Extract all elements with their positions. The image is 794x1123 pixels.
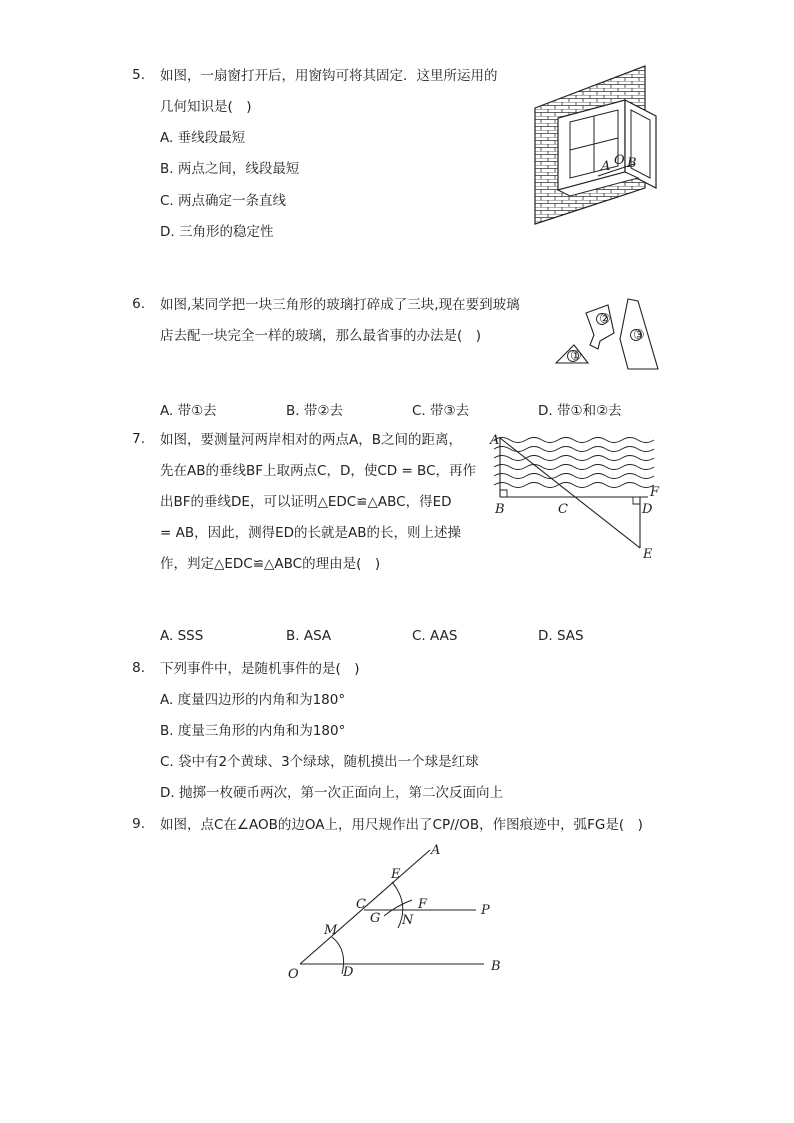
option-c[interactable]: C. 袋中有2个黄球、3个绿球，随机摸出一个球是红球: [160, 754, 479, 770]
broken-glass-figure: [552, 295, 667, 375]
option-d[interactable]: D. SAS: [538, 628, 584, 644]
question-number: 5.: [132, 67, 145, 83]
question-stem-line: = AB，因此，测得ED的长就是AB的长，则上述操: [160, 525, 462, 541]
point-label-d: D: [343, 965, 354, 980]
point-label-e: E: [643, 547, 653, 562]
question-stem-line: 如图，一扇窗打开后，用窗钩可将其固定．这里所运用的: [160, 68, 498, 84]
option-c[interactable]: C. 两点确定一条直线: [160, 193, 287, 209]
question-stem-line: 店去配一块完全一样的玻璃，那么最省事的办法是( ): [160, 328, 482, 344]
option-b[interactable]: B. 带②去: [286, 403, 343, 419]
point-label-p: P: [481, 903, 490, 918]
option-c[interactable]: C. 带③去: [412, 403, 470, 419]
question-number: 8.: [132, 660, 145, 676]
piece-label-1: ①: [570, 349, 582, 364]
piece-label-2: ②: [599, 312, 611, 327]
option-a[interactable]: A. SSS: [160, 628, 204, 644]
option-b[interactable]: B. 两点之间，线段最短: [160, 161, 300, 177]
question-stem-line: 先在AB的垂线BF上取两点C，D，使CD = BC，再作: [160, 463, 477, 479]
question-stem-line: 下列事件中，是随机事件的是( ): [160, 661, 360, 677]
question-stem-line: 几何知识是( ): [160, 99, 252, 115]
point-label-f: F: [650, 485, 660, 500]
point-label-b: B: [491, 959, 501, 974]
point-label-o: O: [288, 967, 299, 982]
option-d[interactable]: D. 带①和②去: [538, 403, 622, 419]
point-label-c: C: [558, 502, 568, 517]
piece-label-3: ③: [633, 328, 645, 343]
point-label-a: A: [431, 843, 441, 858]
point-label-a: A: [490, 433, 500, 448]
option-d[interactable]: D. 抛掷一枚硬币两次，第一次正面向上，第二次反面向上: [160, 785, 503, 801]
option-a[interactable]: A. 度量四边形的内角和为180°: [160, 692, 346, 708]
point-label-e: E: [391, 867, 401, 882]
option-a[interactable]: A. 带①去: [160, 403, 217, 419]
option-b[interactable]: B. ASA: [286, 628, 332, 644]
question-number: 7.: [132, 431, 145, 447]
question-stem-line: 如图，点C在∠AOB的边OA上，用尺规作出了CP//OB，作图痕迹中，弧FG是( ): [160, 817, 643, 833]
point-label-b: B: [627, 156, 637, 171]
point-label-d: D: [642, 502, 653, 517]
window-hook-figure: [530, 60, 680, 230]
option-d[interactable]: D. 三角形的稳定性: [160, 224, 274, 240]
question-stem-line: 作，判定△EDC≌△ABC的理由是( ): [160, 556, 381, 572]
question-stem-line: 如图,某同学把一块三角形的玻璃打碎成了三块,现在要到玻璃: [160, 297, 520, 313]
point-label-b: B: [495, 502, 505, 517]
river-measurement-figure: [488, 428, 668, 568]
option-a[interactable]: A. 垂线段最短: [160, 130, 246, 146]
point-label-g: G: [370, 911, 381, 926]
question-stem-line: 出BF的垂线DE，可以证明△EDC≌△ABC，得ED: [160, 494, 452, 510]
point-label-m: M: [324, 923, 338, 938]
point-label-c: C: [356, 897, 366, 912]
point-label-n: N: [402, 913, 414, 928]
point-label-a: A: [601, 159, 611, 174]
question-number: 9.: [132, 816, 145, 832]
question-stem-line: 如图，要测量河两岸相对的两点A，B之间的距离，: [160, 432, 462, 448]
option-c[interactable]: C. AAS: [412, 628, 458, 644]
ruler-compass-figure: [288, 840, 518, 985]
question-number: 6.: [132, 296, 145, 312]
option-b[interactable]: B. 度量三角形的内角和为180°: [160, 723, 346, 739]
point-label-f: F: [418, 897, 428, 912]
point-label-o: O: [614, 153, 625, 168]
